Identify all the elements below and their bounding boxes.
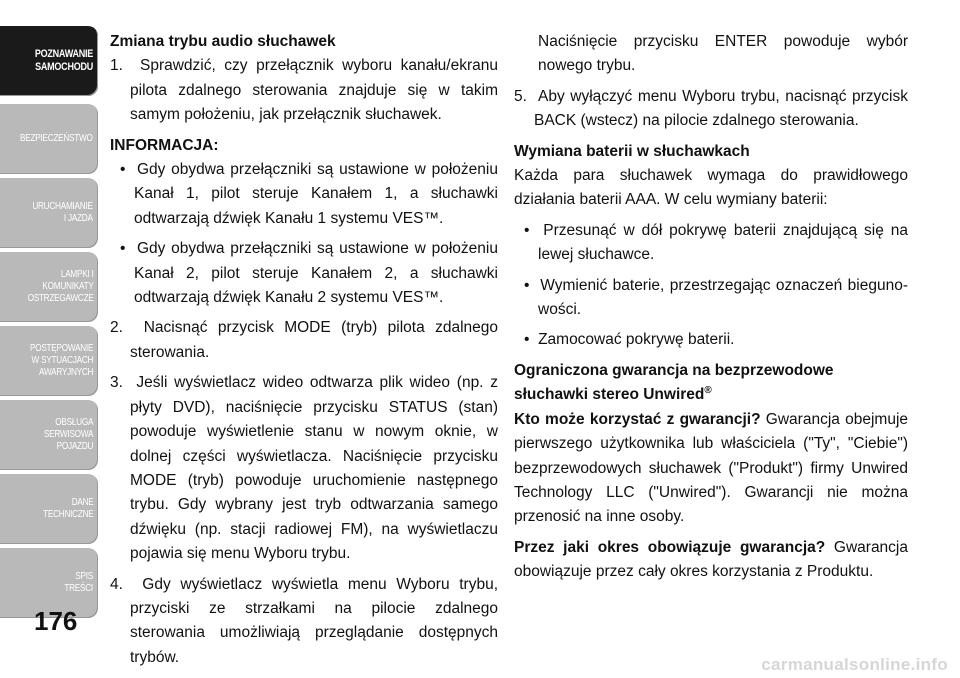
item-number: 5. xyxy=(514,87,527,105)
question-heading: Kto może korzystać z gwarancji? xyxy=(514,410,761,428)
tab-label: BEZPIECZEŃSTWO xyxy=(20,133,94,144)
list-item xyxy=(110,54,498,127)
tab-label: POSTĘPOWANIE W SYTUACJACH AWARYJNYCH xyxy=(29,343,94,378)
tab-label: OBSŁUGA SERWISOWA POJAZDU xyxy=(43,417,94,452)
item-text: Sprawdzić, czy przełącznik wyboru kanału/ekranu pilota zdalnego sterowania znajduje się w takim samym położeniu, jak przełącznik słuchawek. xyxy=(130,57,498,124)
item-text: Wymienić baterie, przestrzegając oznaczeń bieguno-wości. xyxy=(538,276,908,319)
warranty-heading-text: Ograniczona gwarancja na bezprzewodowe słuchawki stereo Unwired xyxy=(514,361,834,404)
tab-label: URUCHAMIANIE I JAZDA xyxy=(32,201,94,224)
item-number: 2. xyxy=(110,319,123,337)
item-text: Aby wyłączyć menu Wyboru trybu, nacisnąć przycisk BACK (wstecz) na pilocie zdalnego sterowania. xyxy=(534,87,908,130)
item-continuation: Naciśnięcie przycisku ENTER powoduje wybór nowego trybu. xyxy=(538,33,908,75)
tab-label: LAMPKI I KOMUNIKATY OSTRZEGAWCZE xyxy=(27,269,94,304)
bullet-icon: • xyxy=(524,221,530,239)
list-item xyxy=(514,85,908,134)
info-heading: INFORMACJA: xyxy=(110,136,219,154)
list-item xyxy=(514,274,908,323)
list-item xyxy=(110,316,498,365)
item-number: 4. xyxy=(110,575,123,593)
tab-uruchamianie-i-jazda[interactable] xyxy=(0,178,98,248)
item-text: Nacisnąć przycisk MODE (tryb) pilota zdalnego sterowania. xyxy=(130,319,498,361)
list-item xyxy=(514,328,908,352)
item-text: Gdy wyświetlacz wyświetla menu Wyboru trybu, przyciski ze strzałkami na pilocie zdalnego sterowania umożliwiają przeglądanie dostępnych trybów. xyxy=(130,575,498,666)
tab-postepowanie-awaryjne[interactable] xyxy=(0,326,98,396)
paragraph xyxy=(514,536,908,585)
list-item xyxy=(110,371,498,566)
item-text: Jeśli wyświetlacz wideo odtwarza plik wideo (np. z płyty DVD), naciśnięcie przycisku STATUS (stan) powoduje wyświetlenie stanu w nowym oknie, w dolnej części wyświetlacza. Naciśnięcie przycisku MODE (tryb) powoduje uruchomienie następnego trybu. Gdy wybrany jest tryb odtwarzania samego dźwięku (np. stacji radiowej FM), na wyświetlaczu pojawia się menu Wyboru trybu. xyxy=(130,374,498,563)
item-text: Zamocować pokrywę baterii. xyxy=(538,331,735,349)
question-heading: Przez jaki okres obowiązuje gwarancja? xyxy=(514,538,826,556)
item-number: 1. xyxy=(110,57,123,75)
list-item xyxy=(514,219,908,268)
tab-poznawanie-samochodu[interactable] xyxy=(0,26,98,96)
item-text: Przesunąć w dół pokrywę baterii znajdującą się na lewej słuchawce. xyxy=(538,221,908,264)
watermark: carmanualsonline.info xyxy=(761,655,948,674)
section-heading xyxy=(514,359,908,408)
page-number: 176 xyxy=(34,606,78,636)
paragraph-text: Gwarancja obejmuje pierwszego użytkownika lub właściciela ("Ty", "Ciebie") bezprzewodowych słuchawek ("Produkt") firmy Unwired Technology LLC ("Unwired"). Gwarancji nie można przenosić na inne osoby. xyxy=(514,410,909,526)
tab-label: DANE TECHNICZNE xyxy=(42,497,94,520)
tab-dane-techniczne[interactable] xyxy=(0,474,98,544)
bullet-icon: • xyxy=(120,161,126,179)
list-item xyxy=(110,237,498,310)
item-text: Gdy obydwa przełączniki są ustawione w położeniu Kanał 2, pilot steruje Kanałem 2, a słuchawki odtwarzają dźwięk Kanału 2 systemu VES™. xyxy=(134,240,498,307)
item-number: 3. xyxy=(110,374,123,392)
bullet-icon: • xyxy=(524,276,530,294)
section-heading: Wymiana baterii w słuchawkach xyxy=(514,142,750,160)
list-item xyxy=(110,573,498,671)
paragraph: Każda para słuchawek wymaga do prawidłowego działania baterii AAA. W celu wymiany baterii: xyxy=(514,167,908,209)
registered-mark: ® xyxy=(704,385,712,397)
paragraph-text: Gwarancja obowiązuje przez cały okres korzystania z Produktu. xyxy=(514,538,908,581)
list-item xyxy=(110,158,498,231)
tab-obsluga-serwisowa[interactable] xyxy=(0,400,98,470)
tab-label: SPIS TREŚCI xyxy=(64,571,94,594)
left-column xyxy=(110,30,498,676)
bullet-icon: • xyxy=(120,240,126,258)
item-text: Gdy obydwa przełączniki są ustawione w położeniu Kanał 1, pilot steruje Kanałem 1, a słuchawki odtwarzają dźwięk Kanału 1 systemu VES™. xyxy=(134,161,498,227)
paragraph xyxy=(514,408,908,530)
tab-lampki-i-komunikaty[interactable] xyxy=(0,252,98,322)
section-heading: Zmiana trybu audio słuchawek xyxy=(110,33,336,50)
bullet-icon: • xyxy=(524,331,530,349)
tab-bezpieczenstwo[interactable] xyxy=(0,104,98,174)
right-column xyxy=(514,30,908,585)
tab-label: POZNAWANIE SAMOCHODU xyxy=(34,48,94,73)
